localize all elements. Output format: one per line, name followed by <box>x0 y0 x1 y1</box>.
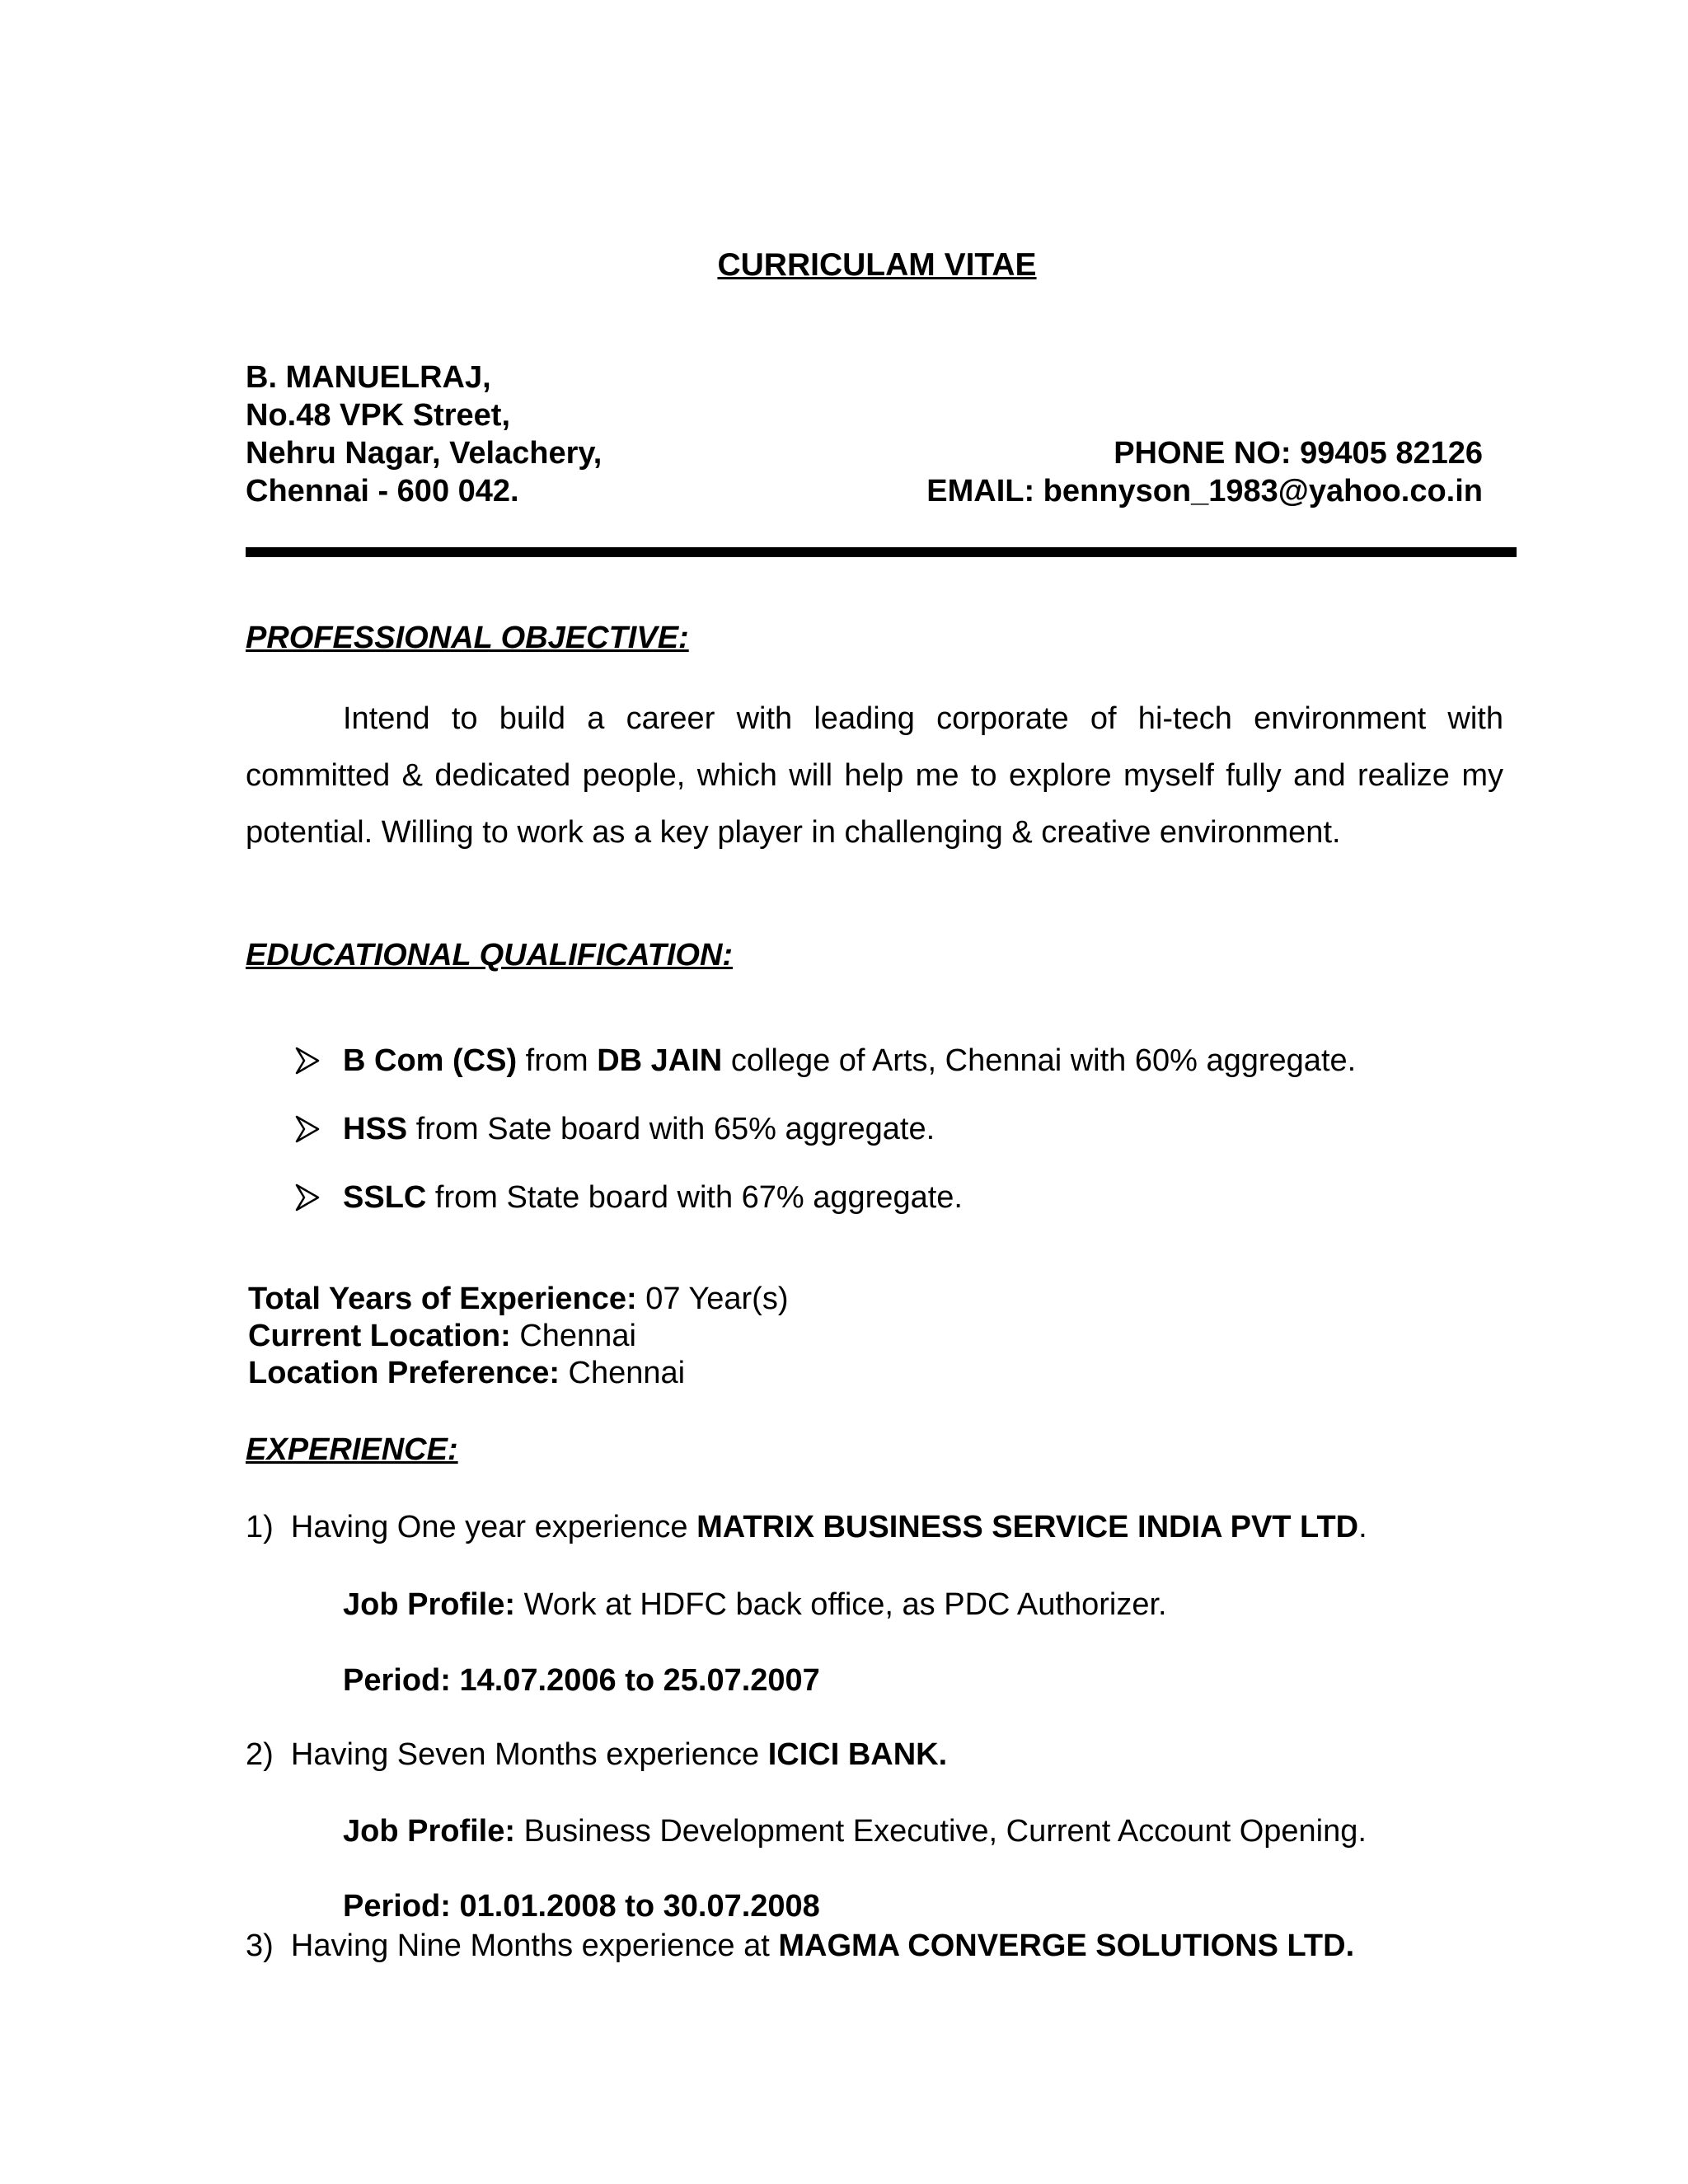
arrow-bullet-icon <box>295 1183 320 1212</box>
job-profile-1: Job Profile: Work at HDFC back office, as PDC Authorizer. <box>343 1587 1167 1622</box>
candidate-name: B. MANUELRAJ, <box>246 360 491 395</box>
document-title: CURRICULAM VITAE <box>717 247 1037 283</box>
total-experience: Total Years of Experience: 07 Year(s) <box>248 1282 789 1316</box>
college-name: DB JAIN <box>597 1043 723 1078</box>
arrow-bullet-icon <box>295 1047 320 1075</box>
objective-heading: PROFESSIONAL OBJECTIVE: <box>246 621 689 655</box>
experience-heading: EXPERIENCE: <box>246 1432 458 1467</box>
degree-name: SSLC <box>343 1180 427 1215</box>
job-profile-2: Job Profile: Business Development Executive, Current Account Opening. <box>343 1814 1367 1849</box>
experience-entry-1: 1) Having One year experience MATRIX BUSINESS SERVICE INDIA PVT LTD. <box>246 1510 1367 1544</box>
entry-number: 2) <box>246 1737 274 1772</box>
degree-name: B Com (CS) <box>343 1043 518 1078</box>
entry-number: 3) <box>246 1929 274 1963</box>
arrow-bullet-icon <box>295 1115 320 1143</box>
address-block <box>246 359 602 510</box>
company-name: MATRIX BUSINESS SERVICE INDIA PVT LTD <box>696 1510 1359 1544</box>
experience-entry-2: 2) Having Seven Months experience ICICI BANK. <box>246 1737 948 1772</box>
company-name: ICICI BANK. <box>767 1737 948 1772</box>
degree-name: HSS <box>343 1112 408 1146</box>
objective-text: Intend to build a career with leading corporate of hi-tech environment with committed & dedicated people, which will help me to explore myself fully and realize my potential. Willing to work as a key player in challenging & creative environment. <box>246 701 1503 850</box>
address-line-1: No.48 VPK Street, <box>246 398 510 433</box>
entry-number: 1) <box>246 1510 274 1544</box>
education-item: SSLC from State board with 67% aggregate. <box>295 1179 1356 1247</box>
phone-number: PHONE NO: 99405 82126 <box>1114 436 1483 471</box>
education-heading: EDUCATIONAL QUALIFICATION: <box>246 938 734 972</box>
address-line-2: Nehru Nagar, Velachery, <box>246 436 603 471</box>
header-divider <box>246 547 1517 557</box>
education-list <box>295 1042 1356 1247</box>
address-line-3: Chennai - 600 042. <box>246 474 519 509</box>
current-location: Current Location: Chennai <box>248 1319 636 1353</box>
summary-block <box>248 1281 788 1392</box>
contact-block <box>926 434 1483 510</box>
company-name: MAGMA CONVERGE SOLUTIONS LTD. <box>778 1929 1355 1963</box>
email-address: EMAIL: bennyson_1983@yahoo.co.in <box>926 474 1483 509</box>
experience-entry-3: 3) Having Nine Months experience at MAGMA CONVERGE SOLUTIONS LTD. <box>246 1929 1355 1963</box>
period-1: Period: 14.07.2006 to 25.07.2007 <box>343 1663 820 1698</box>
education-item: B Com (CS) from DB JAIN college of Arts, Chennai with 60% aggregate. <box>295 1042 1356 1110</box>
education-item: HSS from Sate board with 65% aggregate. <box>295 1110 1356 1179</box>
period-2: Period: 01.01.2008 to 30.07.2008 <box>343 1889 820 1924</box>
location-preference: Location Preference: Chennai <box>248 1356 686 1390</box>
